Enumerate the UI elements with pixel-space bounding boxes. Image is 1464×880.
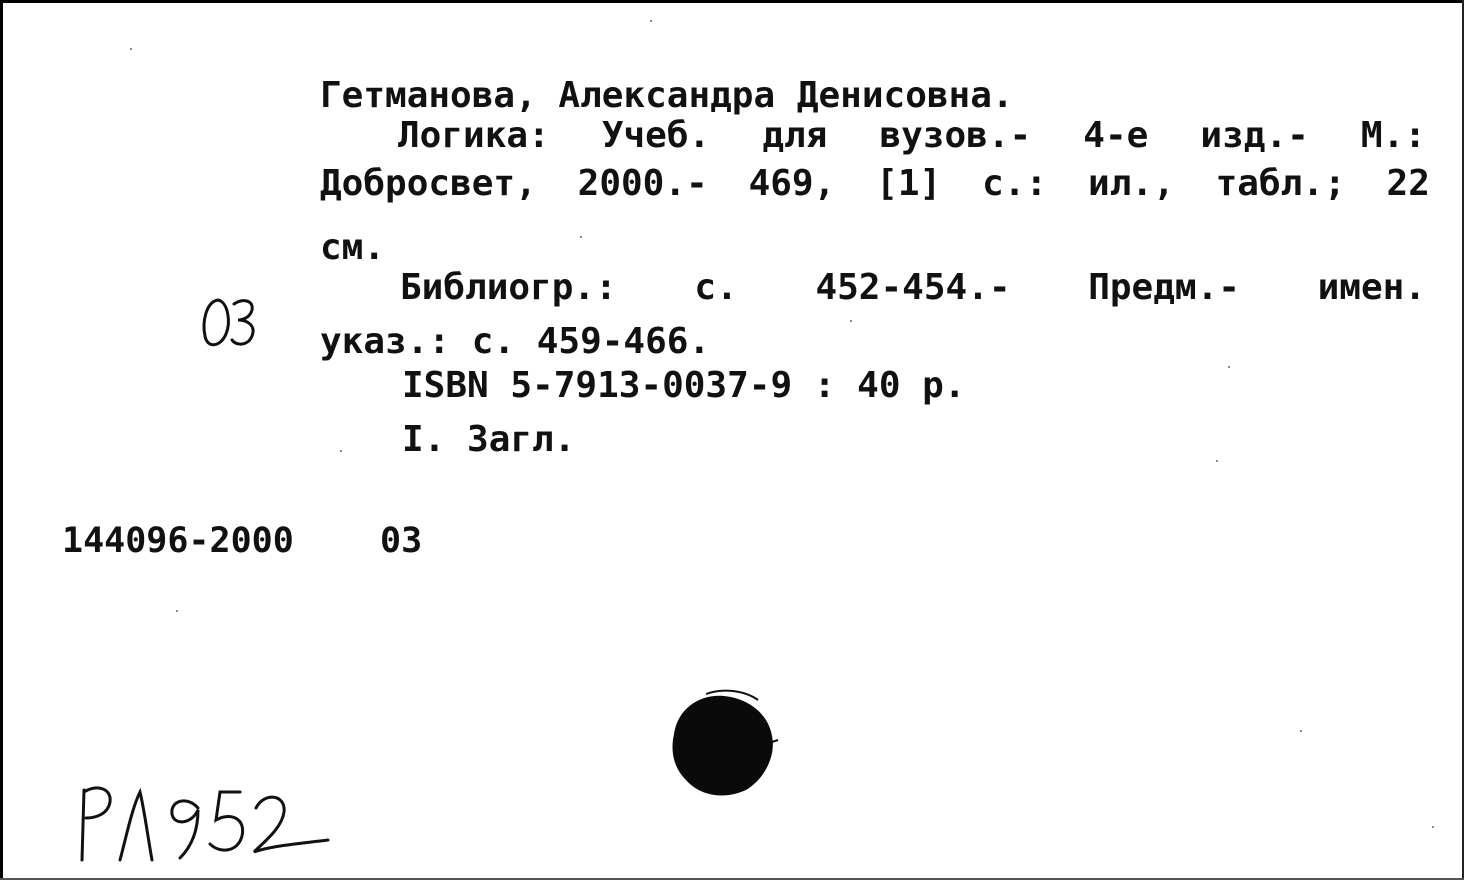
- notes-line-1: [400, 267, 1426, 308]
- card-border-left: [0, 0, 3, 880]
- title-word: Учеб.: [601, 115, 711, 156]
- speck: [340, 450, 342, 452]
- speck: [850, 320, 852, 322]
- speck: [1228, 366, 1230, 368]
- title-word: 469,: [748, 163, 836, 204]
- record-number: 144096-2000: [62, 521, 294, 561]
- title-word: ил.,: [1088, 163, 1175, 204]
- handwritten-shelfmark: [70, 778, 340, 868]
- title-word: М.:: [1360, 115, 1426, 156]
- title-word: с.:: [982, 163, 1048, 204]
- notes-word: с.: [694, 267, 738, 308]
- title-word: Логика:: [398, 115, 550, 156]
- speck: [176, 610, 178, 612]
- card-border-top: [0, 0, 1464, 3]
- title-word: табл.;: [1215, 163, 1346, 204]
- speck: [1432, 826, 1434, 828]
- speck: [580, 236, 582, 238]
- title-word: Добросвет,: [320, 163, 537, 204]
- notes-word: Предм.-: [1088, 267, 1240, 308]
- title-line-1: [398, 115, 1426, 156]
- title-word: изд.-: [1200, 115, 1309, 156]
- record-class: 03: [380, 521, 423, 561]
- isbn-line: ISBN 5-7913-0037-9 : 40 р.: [402, 365, 966, 406]
- notes-word: имен.: [1317, 267, 1426, 308]
- speck: [650, 20, 652, 22]
- speck: [1300, 730, 1302, 732]
- title-word: 2000.-: [577, 163, 708, 204]
- hole-punch-mark: [660, 682, 784, 802]
- speck: [130, 48, 132, 50]
- title-line-3: см.: [320, 227, 386, 268]
- title-line-2: [320, 163, 1430, 204]
- notes-line-2: указ.: с. 459-466.: [320, 321, 711, 362]
- notes-word: 452-454.-: [815, 267, 1011, 308]
- handwritten-class-mark: [196, 292, 266, 354]
- tracing-line: I. Загл.: [402, 419, 576, 460]
- title-word: вузов.-: [879, 115, 1032, 156]
- title-word: для: [762, 115, 828, 156]
- title-word: 4-е: [1083, 115, 1149, 156]
- author-heading: Гетманова, Александра Денисовна.: [320, 75, 1014, 116]
- speck: [1216, 460, 1218, 462]
- notes-word: Библиогр.:: [400, 267, 617, 308]
- title-word: [1]: [876, 163, 942, 204]
- title-word: 22: [1386, 163, 1430, 204]
